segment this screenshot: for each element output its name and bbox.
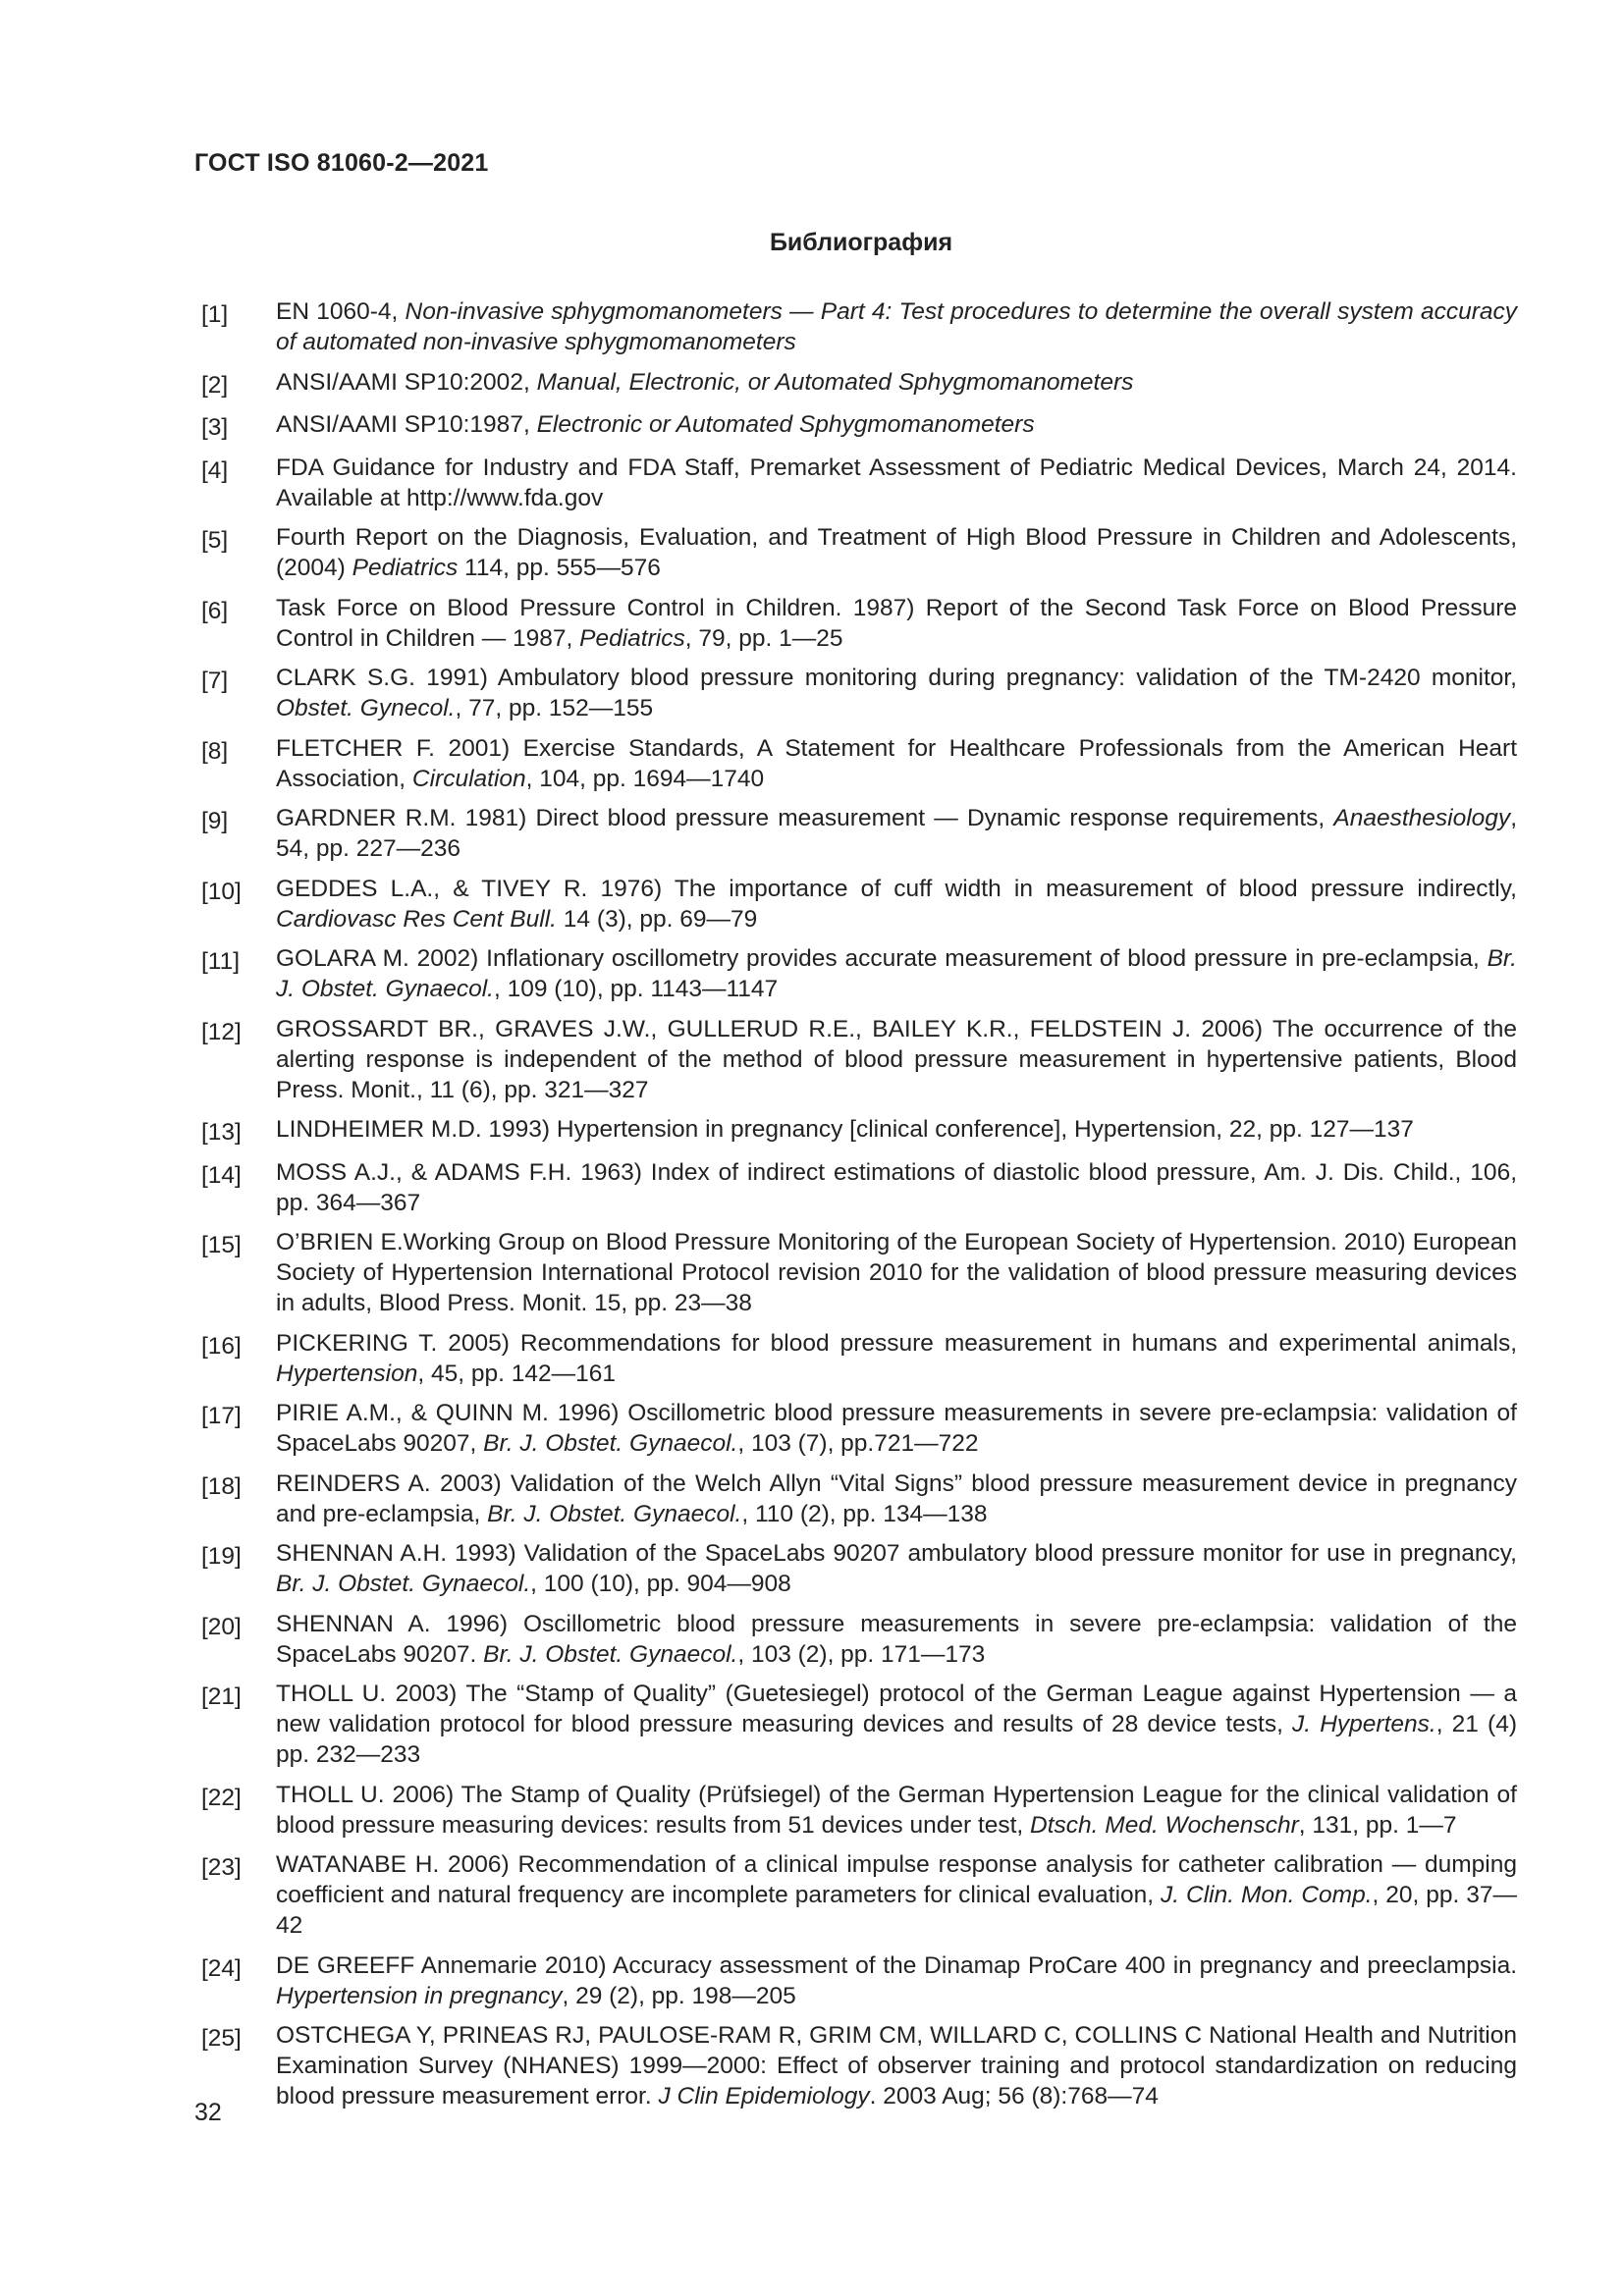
reference-italic-segment: Non-invasive sphygmomanometers — Part 4: Test procedures to determine the overall system accuracy of automated non-invasive sphygmomanometers: [276, 298, 1517, 355]
reference-text: [276, 803, 1517, 864]
reference-italic-segment: Br. J. Obstet. Gynaecol.: [276, 1571, 531, 1597]
reference-italic-segment: Pediatrics: [352, 555, 459, 581]
reference-number: [6]: [201, 597, 229, 624]
reference-segment: WATANABE H. 2006) Recommendation of a clinical impulse response analysis for catheter calibration — dumping coefficient and natural frequency are incomplete parameters for clinical evaluation,: [276, 1851, 1517, 1908]
reference-item: [201, 1398, 1517, 1459]
reference-text: [276, 1227, 1517, 1318]
reference-italic-segment: Br. J. Obstet. Gynaecol.: [487, 1500, 742, 1527]
reference-item: [201, 733, 1517, 794]
reference-text: [276, 1398, 1517, 1459]
reference-item: [201, 409, 1517, 443]
reference-number: [23]: [201, 1854, 242, 1881]
reference-item: [201, 1227, 1517, 1318]
reference-number: [7]: [201, 667, 229, 694]
reference-segment: , 109 (10), pp. 1143—1147: [493, 976, 779, 1002]
reference-text: [276, 522, 1517, 583]
reference-item: [201, 1114, 1517, 1148]
reference-segment: O’BRIEN E.Working Group on Blood Pressure Monitoring of the European Society of Hypertension. 2010) European Society of Hypertension International Protocol revision 2010 for the validation of blood pressure measuring devices in adults, Blood Press. Monit. 15, pp. 23—38: [276, 1229, 1517, 1316]
reference-item: [201, 1328, 1517, 1389]
reference-segment: GOLARA M. 2002) Inflationary oscillometry provides accurate measurement of blood pressure in pre-eclampsia,: [276, 945, 1488, 972]
reference-segment: Fourth Report on the Diagnosis, Evaluation, and Treatment of High Blood Pressure in Children and Adolescents, (2004): [276, 524, 1517, 581]
reference-segment: SHENNAN A. 1996) Oscillometric blood pressure measurements in severe pre-eclampsia: validation of the SpaceLabs 90207.: [276, 1610, 1517, 1668]
reference-item: [201, 1157, 1517, 1218]
reference-item: [201, 2020, 1517, 2111]
reference-segment: 14 (3), pp. 69—79: [556, 905, 758, 933]
reference-italic-segment: J. Clin. Mon. Comp.: [1161, 1882, 1373, 1908]
reference-text: [276, 943, 1517, 1004]
reference-item: [201, 803, 1517, 864]
reference-segment: , 77, pp. 152—155: [455, 695, 654, 721]
reference-segment: PIRIE A.M., & QUINN M. 1996) Oscillometric blood pressure measurements in severe pre-eclampsia: validation of SpaceLabs 90207,: [276, 1400, 1517, 1457]
reference-number: [20]: [201, 1613, 242, 1640]
reference-text: [276, 1609, 1517, 1670]
reference-text: [276, 1849, 1517, 1941]
reference-segment: THOLL U. 2003) The “Stamp of Quality” (Guetesiegel) protocol of the German League against Hypertension — a new validation protocol for blood pressure measuring devices and results of 28 device tests,: [276, 1681, 1517, 1737]
reference-segment: CLARK S.G. 1991) Ambulatory blood pressure monitoring during pregnancy: validation of the TM-2420 monitor,: [276, 665, 1517, 691]
reference-segment: EN 1060-4,: [276, 298, 406, 325]
reference-segment: ANSI/AAMI SP10:1987,: [276, 411, 537, 438]
reference-segment: , 110 (2), pp. 134—138: [741, 1500, 988, 1527]
reference-number: [18]: [201, 1472, 242, 1500]
reference-segment: MOSS A.J., & ADAMS F.H. 1963) Index of indirect estimations of diastolic blood pressure, Am. J. Dis. Child., 106, pp. 364—367: [276, 1158, 1517, 1216]
reference-item: [201, 1609, 1517, 1670]
reference-number: [2]: [201, 371, 229, 399]
reference-text: [276, 409, 1517, 440]
reference-text: [276, 1679, 1517, 1770]
reference-number: [4]: [201, 456, 229, 484]
reference-list: [201, 296, 1517, 2121]
reference-item: [201, 1950, 1517, 2011]
reference-item: [201, 296, 1517, 357]
reference-number: [3]: [201, 414, 229, 441]
reference-segment: , 103 (2), pp. 171—173: [737, 1640, 986, 1668]
reference-text: [276, 1014, 1517, 1105]
reference-segment: REINDERS A. 2003) Validation of the Welch Allyn “Vital Signs” blood pressure measurement device in pregnancy and pre-eclampsia,: [276, 1469, 1517, 1527]
reference-number: [17]: [201, 1403, 242, 1429]
reference-segment: Task Force on Blood Pressure Control in Children. 1987) Report of the Second Task Force on Blood Pressure Control in Children — 1987,: [276, 594, 1517, 652]
reference-segment: PICKERING T. 2005) Recommendations for blood pressure measurement in humans and experimental animals,: [276, 1329, 1517, 1357]
reference-italic-segment: J Clin Epidemiology: [658, 2083, 870, 2109]
reference-segment: , 79, pp. 1—25: [684, 624, 843, 652]
reference-segment: , 20, pp. 37—42: [276, 1882, 1517, 1939]
reference-segment: LINDHEIMER M.D. 1993) Hypertension in pregnancy [clinical conference], Hypertension, 22, pp. 127—137: [276, 1116, 1414, 1143]
reference-italic-segment: Br. J. Obstet. Gynaecol.: [483, 1430, 738, 1457]
reference-italic-segment: Pediatrics: [579, 624, 685, 652]
reference-item: [201, 1014, 1517, 1105]
reference-segment: FDA Guidance for Industry and FDA Staff, Premarket Assessment of Pediatric Medical Devices, March 24, 2014. Available at http://www.fda.gov: [276, 454, 1517, 511]
reference-italic-segment: Cardiovasc Res Cent Bull.: [276, 905, 557, 933]
reference-number: [16]: [201, 1332, 242, 1360]
reference-italic-segment: Br. J. Obstet. Gynaecol.: [483, 1640, 738, 1668]
reference-segment: , 131, pp. 1—7: [1298, 1811, 1457, 1839]
page-number: 32: [194, 2099, 222, 2126]
reference-italic-segment: Dtsch. Med. Wochenschr: [1030, 1811, 1299, 1839]
reference-segment: , 21 (4) pp. 232—233: [276, 1711, 1517, 1768]
reference-item: [201, 1679, 1517, 1770]
reference-number: [10]: [201, 878, 242, 905]
reference-text: [276, 733, 1517, 794]
reference-italic-segment: Manual, Electronic, or Automated Sphygmomanometers: [536, 368, 1134, 396]
reference-text: [276, 296, 1517, 357]
reference-segment: GEDDES L.A., & TIVEY R. 1976) The importance of cuff width in measurement of blood pressure indirectly,: [276, 875, 1517, 902]
reference-item: [201, 1468, 1517, 1529]
reference-segment: . 2003 Aug; 56 (8):768—74: [869, 2083, 1159, 2109]
reference-segment: 114, pp. 555—576: [458, 555, 661, 581]
reference-segment: SHENNAN A.H. 1993) Validation of the SpaceLabs 90207 ambulatory blood pressure monitor for use in pregnancy,: [276, 1540, 1517, 1567]
reference-item: [201, 874, 1517, 934]
reference-text: [276, 874, 1517, 934]
reference-text: [276, 453, 1517, 513]
reference-text: [276, 2020, 1517, 2111]
reference-segment: OSTCHEGA Y, PRINEAS RJ, PAULOSE-RAM R, GRIM CM, WILLARD C, COLLINS C National Health and Nutrition Examination Survey (NHANES) 1999—2000: Effect of observer training and protocol standardization on reducing blood pressure measurement error.: [276, 2022, 1517, 2109]
reference-italic-segment: J. Hypertens.: [1292, 1711, 1436, 1737]
reference-number: [24]: [201, 1954, 242, 1982]
reference-number: [21]: [201, 1683, 242, 1710]
reference-text: [276, 593, 1517, 654]
reference-segment: THOLL U. 2006) The Stamp of Quality (Prüfsiegel) of the German Hypertension League for the clinical validation of blood pressure measuring devices: results from 51 devices under test,: [276, 1781, 1517, 1839]
reference-segment: , 100 (10), pp. 904—908: [530, 1571, 791, 1597]
reference-number: [5]: [201, 527, 229, 554]
reference-italic-segment: Electronic or Automated Sphygmomanometers: [536, 411, 1035, 438]
reference-segment: , 103 (7), pp.721—722: [737, 1430, 979, 1457]
reference-segment: GARDNER R.M. 1981) Direct blood pressure measurement — Dynamic response requirements,: [276, 805, 1334, 831]
reference-text: [276, 1538, 1517, 1599]
bibliography-title: Библиография: [769, 229, 953, 256]
reference-segment: , 45, pp. 142—161: [417, 1360, 616, 1387]
reference-text: [276, 1780, 1517, 1841]
reference-number: [25]: [201, 2025, 242, 2052]
reference-number: [13]: [201, 1119, 242, 1146]
reference-item: [201, 1538, 1517, 1599]
reference-segment: ANSI/AAMI SP10:2002,: [276, 368, 537, 396]
reference-segment: , 54, pp. 227—236: [276, 805, 1517, 862]
reference-segment: , 29 (2), pp. 198—205: [562, 1982, 796, 2009]
reference-italic-segment: Hypertension: [276, 1360, 418, 1387]
reference-segment: FLETCHER F. 2001) Exercise Standards, A Statement for Healthcare Professionals from the American Heart Association,: [276, 734, 1517, 792]
reference-text: [276, 1950, 1517, 2011]
reference-italic-segment: Br. J. Obstet. Gynaecol.: [276, 945, 1517, 1002]
reference-text: [276, 1157, 1517, 1218]
reference-italic-segment: Hypertension in pregnancy: [276, 1982, 563, 2009]
document-header: ГОСТ ISO 81060-2—2021: [194, 149, 489, 177]
reference-text: [276, 663, 1517, 723]
reference-text: [276, 1328, 1517, 1389]
reference-text: [276, 1468, 1517, 1529]
reference-item: [201, 522, 1517, 583]
reference-item: [201, 1849, 1517, 1941]
reference-number: [19]: [201, 1543, 242, 1570]
reference-text: [276, 1114, 1517, 1145]
reference-item: [201, 593, 1517, 654]
reference-item: [201, 367, 1517, 400]
reference-number: [14]: [201, 1161, 242, 1189]
reference-italic-segment: Circulation: [411, 765, 526, 792]
reference-segment: , 104, pp. 1694—1740: [525, 765, 765, 792]
reference-segment: GROSSARDT BR., GRAVES J.W., GULLERUD R.E., BAILEY K.R., FELDSTEIN J. 2006) The occurrence of the alerting response is independent of the method of blood pressure measurement in hypertensive patients, Blood Press. Monit., 11 (6), pp. 321—327: [276, 1015, 1517, 1103]
reference-number: [8]: [201, 737, 229, 765]
reference-italic-segment: Anaesthesiology: [1333, 805, 1511, 831]
reference-number: [15]: [201, 1232, 242, 1258]
reference-number: [9]: [201, 808, 229, 834]
reference-item: [201, 1780, 1517, 1841]
reference-text: [276, 367, 1517, 398]
reference-item: [201, 453, 1517, 513]
reference-item: [201, 663, 1517, 723]
reference-italic-segment: Obstet. Gynecol.: [276, 695, 456, 721]
reference-item: [201, 943, 1517, 1004]
reference-number: [11]: [201, 948, 241, 975]
reference-number: [12]: [201, 1018, 242, 1045]
reference-number: [1]: [201, 301, 229, 328]
reference-number: [22]: [201, 1784, 242, 1811]
reference-segment: DE GREEFF Annemarie 2010) Accuracy assessment of the Dinamap ProCare 400 in pregnancy and preeclampsia.: [276, 1951, 1517, 1979]
